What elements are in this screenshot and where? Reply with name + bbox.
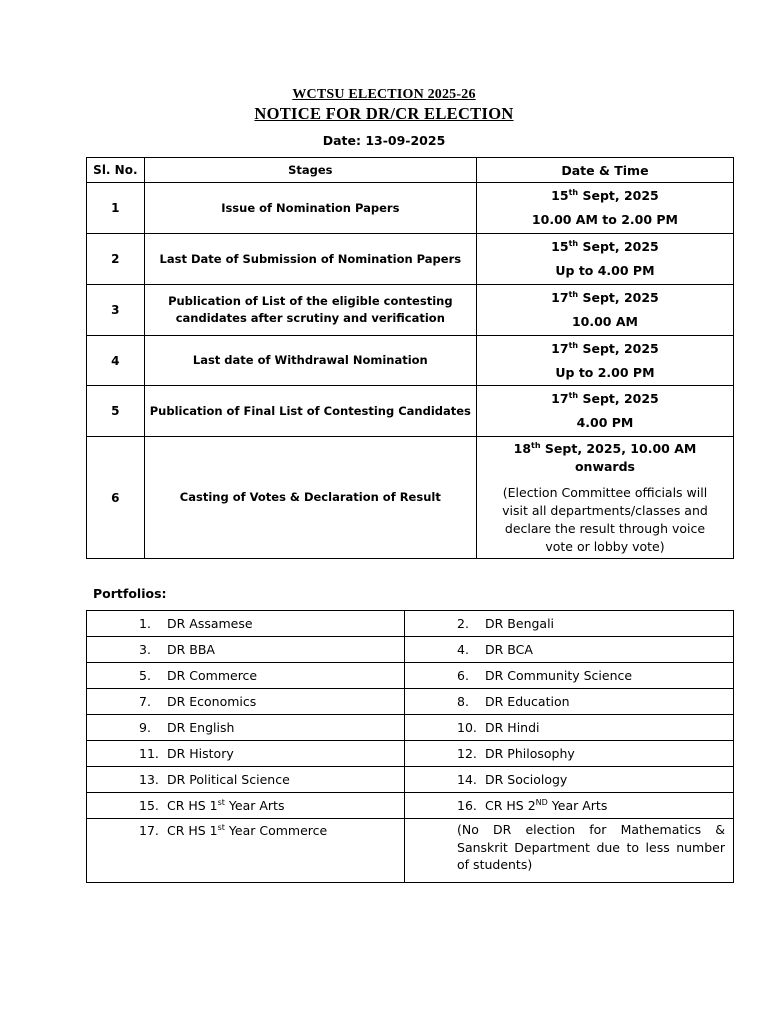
table-row — [87, 741, 734, 767]
portfolio-item: 8. DR Education — [405, 689, 734, 715]
portfolio-item: 3. DR BBA — [87, 637, 405, 663]
row-date-time: 15th Sept, 2025 10.00 AM to 2.00 PM — [476, 183, 733, 234]
row-date-time: 17th Sept, 2025 10.00 AM — [476, 285, 733, 336]
row-date-time: 17th Sept, 2025 4.00 PM — [476, 386, 733, 437]
table-row — [87, 285, 734, 336]
row-time: 10.00 AM — [571, 314, 638, 329]
portfolio-item: 4. DR BCA — [405, 637, 734, 663]
portfolio-item: 15. CR HS 1st Year Arts — [87, 793, 405, 819]
portfolio-item: 1. DR Assamese — [87, 611, 405, 637]
portfolio-item: 9. DR English — [87, 715, 405, 741]
voting-note: (Election Committee officials will visit all departments/classes and declare the result through voice vote or lobby vote) — [502, 484, 708, 554]
table-row — [87, 611, 734, 637]
table-row — [87, 637, 734, 663]
row-sl: 2 — [87, 234, 145, 285]
row-sl: 5 — [87, 386, 145, 437]
portfolio-item: 5. DR Commerce — [87, 663, 405, 689]
table-row — [87, 819, 734, 883]
table-row — [87, 689, 734, 715]
row-date-time: 17th Sept, 2025 Up to 2.00 PM — [476, 336, 733, 386]
portfolio-item: 7. DR Economics — [87, 689, 405, 715]
portfolios-heading: Portfolios: — [93, 586, 167, 601]
row-stage: Casting of Votes & Declaration of Result — [144, 437, 476, 559]
row-time: Up to 4.00 PM — [555, 263, 655, 278]
row-time: 4.00 PM — [576, 415, 634, 430]
row-stage: Issue of Nomination Papers — [144, 183, 476, 234]
row-time: Up to 2.00 PM — [555, 364, 655, 380]
portfolio-table — [86, 610, 734, 883]
portfolio-item: 14. DR Sociology — [405, 767, 734, 793]
portfolio-item: 6. DR Community Science — [405, 663, 734, 689]
row-stage: Last Date of Submission of Nomination Papers — [144, 234, 476, 285]
row-sl: 3 — [87, 285, 145, 336]
header-date-time: Date & Time — [476, 158, 733, 183]
portfolio-item: 16. CR HS 2ND Year Arts — [405, 793, 734, 819]
portfolio-item: 11. DR History — [87, 741, 405, 767]
row-date-time: 15th Sept, 2025 Up to 4.00 PM — [476, 234, 733, 285]
portfolio-item: 17. CR HS 1st Year Commerce — [87, 819, 405, 883]
row-stage: Last date of Withdrawal Nomination — [144, 336, 476, 386]
header-sl-no: Sl. No. — [87, 158, 145, 183]
notice-title: NOTICE FOR DR/CR ELECTION — [254, 104, 514, 123]
stages-header-row — [87, 158, 734, 183]
table-row — [87, 437, 734, 559]
table-row — [87, 183, 734, 234]
stages-table — [86, 157, 734, 559]
header-stages: Stages — [144, 158, 476, 183]
election-title: WCTSU ELECTION 2025-26 — [292, 87, 476, 102]
portfolio-item: 12. DR Philosophy — [405, 741, 734, 767]
row-sl: 6 — [87, 437, 145, 559]
row-time: 10.00 AM to 2.00 PM — [531, 212, 678, 227]
row-sl: 1 — [87, 183, 145, 234]
row-date-time: 18th Sept, 2025, 10.00 AM onwards (Election Committee officials will visit all departments/classes and declare the result through voice vote or lobby vote) — [476, 437, 733, 559]
portfolio-item: 13. DR Political Science — [87, 767, 405, 793]
table-row — [87, 793, 734, 819]
row-stage: Publication of List of the eligible contesting candidates after scrutiny and verification — [144, 285, 476, 336]
table-row — [87, 336, 734, 386]
portfolio-note: (No DR election for Mathematics & Sanskrit Department due to less number of students) — [405, 819, 734, 883]
notice-date: Date: 13-09-2025 — [322, 133, 446, 148]
row-sl: 4 — [87, 336, 145, 386]
table-row — [87, 767, 734, 793]
table-row — [87, 663, 734, 689]
portfolio-item: 2. DR Bengali — [405, 611, 734, 637]
table-row — [87, 715, 734, 741]
portfolio-item: 10. DR Hindi — [405, 715, 734, 741]
table-row — [87, 234, 734, 285]
table-row — [87, 386, 734, 437]
row-stage: Publication of Final List of Contesting Candidates — [144, 386, 476, 437]
